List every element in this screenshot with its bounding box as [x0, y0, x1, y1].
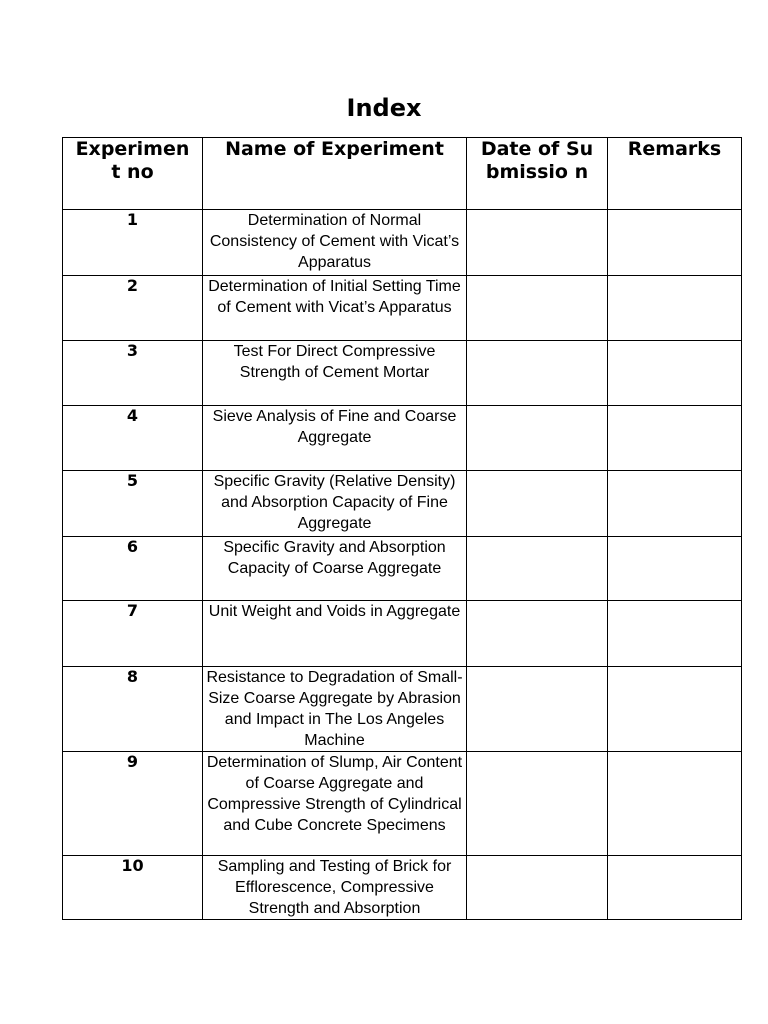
header-experiment-number [63, 138, 203, 210]
experiment-number: 7 [63, 601, 203, 667]
date-cell [467, 752, 608, 856]
date-cell [467, 537, 608, 601]
date-cell [467, 341, 608, 406]
experiment-number: 3 [63, 341, 203, 406]
date-cell [467, 471, 608, 537]
experiment-number: 5 [63, 471, 203, 537]
header-date-of-submission [467, 138, 608, 210]
experiment-number: 6 [63, 537, 203, 601]
experiment-number: 2 [63, 276, 203, 341]
table-row [63, 276, 742, 341]
experiment-name: Sieve Analysis of Fine and Coarse Aggregate [203, 406, 467, 471]
experiment-name: Determination of Initial Setting Time of Cement with Vicat’s Apparatus [203, 276, 467, 341]
experiment-number: 9 [63, 752, 203, 856]
header-experiment-name-label: Name of Experiment [225, 138, 444, 160]
remarks-cell [608, 601, 742, 667]
remarks-cell [608, 752, 742, 856]
header-experiment-number-label: Experimen t no [75, 138, 190, 183]
date-cell [467, 667, 608, 752]
table-row [63, 667, 742, 752]
experiment-number: 1 [63, 210, 203, 276]
date-cell [467, 406, 608, 471]
experiment-number: 4 [63, 406, 203, 471]
table-row [63, 471, 742, 537]
experiment-name: Test For Direct Compressive Strength of Cement Mortar [203, 341, 467, 406]
remarks-cell [608, 537, 742, 601]
header-remarks-label: Remarks [627, 138, 722, 160]
remarks-cell [608, 341, 742, 406]
date-cell [467, 276, 608, 341]
remarks-cell [608, 471, 742, 537]
table-row [63, 752, 742, 856]
page-title: Index [346, 94, 422, 122]
header-experiment-name [203, 138, 467, 210]
date-cell [467, 856, 608, 920]
experiment-name: Specific Gravity and Absorption Capacity of Coarse Aggregate [203, 537, 467, 601]
table-row [63, 210, 742, 276]
table-row [63, 341, 742, 406]
remarks-cell [608, 856, 742, 920]
experiment-name: Determination of Normal Consistency of Cement with Vicat’s Apparatus [203, 210, 467, 276]
header-remarks [608, 138, 742, 210]
table-row [63, 601, 742, 667]
experiment-name: Resistance to Degradation of Small-Size Coarse Aggregate by Abrasion and Impact in The Los Angeles Machine [203, 667, 467, 752]
experiment-name: Determination of Slump, Air Content of Coarse Aggregate and Compressive Strength of Cylindrical and Cube Concrete Specimens [203, 752, 467, 856]
remarks-cell [608, 276, 742, 341]
experiment-number: 10 [63, 856, 203, 920]
remarks-cell [608, 667, 742, 752]
experiment-name: Unit Weight and Voids in Aggregate [203, 601, 467, 667]
experiment-number: 8 [63, 667, 203, 752]
header-date-of-submission-label: Date of Submissio n [480, 138, 594, 183]
remarks-cell [608, 210, 742, 276]
experiment-name: Specific Gravity (Relative Density) and Absorption Capacity of Fine Aggregate [203, 471, 467, 537]
table-row [63, 406, 742, 471]
date-cell [467, 601, 608, 667]
date-cell [467, 210, 608, 276]
experiment-index-table [62, 137, 742, 920]
experiment-name: Sampling and Testing of Brick for Efflorescence, Compressive Strength and Absorption [203, 856, 467, 920]
table-row [63, 856, 742, 920]
header-row [63, 138, 742, 210]
table-row [63, 537, 742, 601]
remarks-cell [608, 406, 742, 471]
